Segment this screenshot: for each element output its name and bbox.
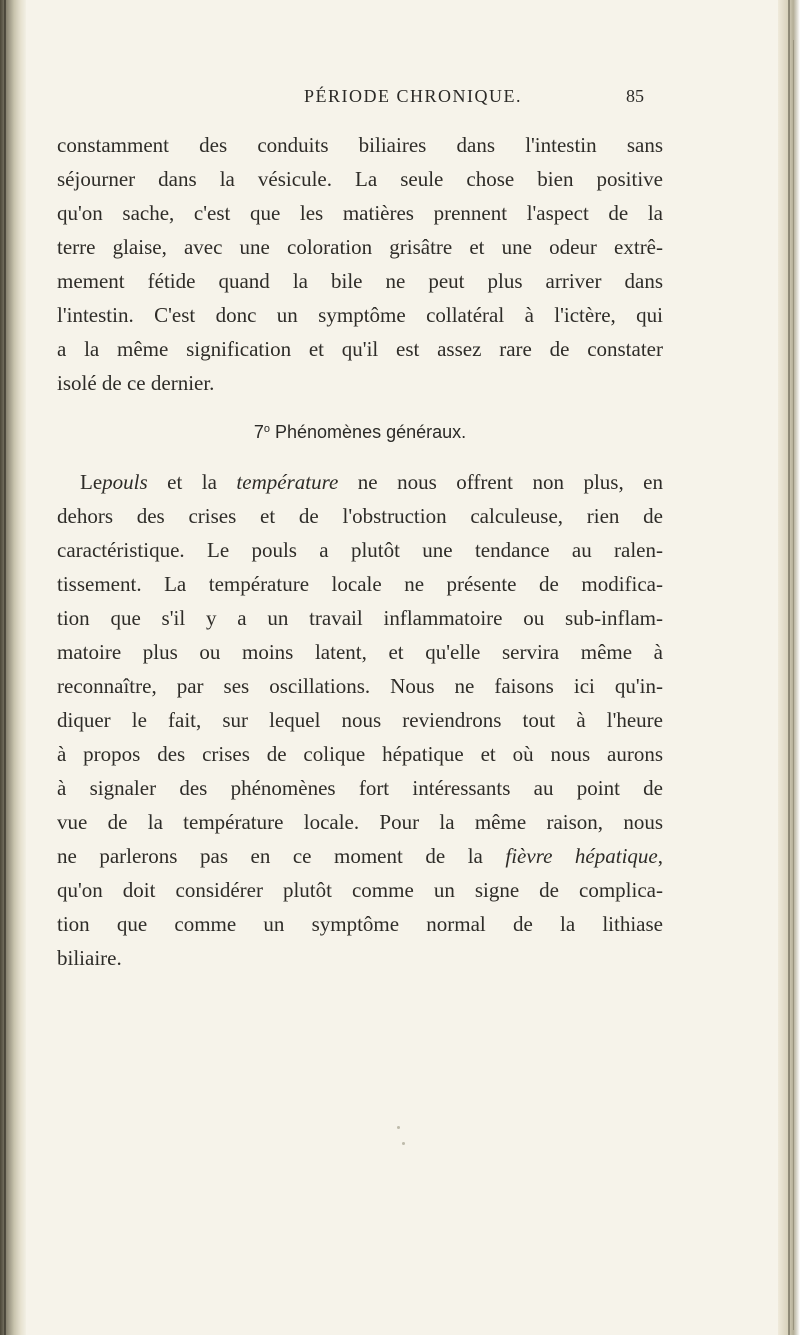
text-line: tissement. La température locale ne présente de modifica-	[57, 572, 663, 596]
word-temperature: température	[236, 470, 339, 494]
text-line: diquer le fait, sur lequel nous reviendrons tout à l'heure	[57, 708, 663, 732]
word-le: Le	[80, 470, 103, 494]
paragraph-1	[57, 128, 663, 400]
text-line: isolé de ce dernier.	[57, 371, 215, 395]
line-before: ne parlerons pas en ce moment de la	[57, 844, 506, 868]
text-line: tion que s'il y a un travail inflammatoire ou sub-inflam-	[57, 606, 663, 630]
text-line: terre glaise, avec une coloration grisâtre et une odeur extrê-	[57, 235, 663, 259]
line-rest: ne nous offrent non plus, en	[338, 470, 663, 494]
text-line: séjourner dans la vésicule. La seule chose bien positive	[57, 167, 663, 191]
paper-speck	[397, 1126, 400, 1129]
term-fievre-hepatique: fièvre hépatique	[505, 844, 658, 868]
page-number: 85	[626, 86, 644, 106]
word-et-la: et la	[147, 470, 237, 494]
running-head-title: PÉRIODE CHRONIQUE.	[304, 86, 522, 106]
section-heading	[57, 422, 663, 443]
text-line: matoire plus ou moins latent, et qu'elle servira même à	[57, 640, 663, 664]
text-line	[57, 839, 663, 873]
section-number: 7	[253, 422, 264, 442]
text-line: qu'on doit considérer plutôt comme un signe de complica-	[57, 878, 663, 902]
text-line	[57, 465, 663, 499]
text-line: tion que comme un symptôme normal de la lithiase	[57, 912, 663, 936]
text-line: biliaire.	[57, 946, 122, 970]
text-line: caractéristique. Le pouls a plutôt une tendance au ralen-	[57, 538, 663, 562]
text-line: dehors des crises et de l'obstruction calculeuse, rien de	[57, 504, 663, 528]
page-binding-edge	[0, 0, 26, 1335]
text-line: mement fétide quand la bile ne peut plus arriver dans	[57, 269, 663, 293]
running-head	[56, 86, 656, 112]
text-line: constamment des conduits biliaires dans l'intestin sans	[57, 133, 663, 157]
paper-speck	[402, 1142, 405, 1145]
text-line: reconnaître, par ses oscillations. Nous ne faisons ici qu'in-	[57, 674, 663, 698]
text-line: a la même signification et qu'il est assez rare de constater	[57, 337, 663, 361]
page-stack-edge	[778, 0, 800, 1335]
word-pouls: pouls	[102, 470, 148, 494]
text-line: qu'on sache, c'est que les matières prennent l'aspect de la	[57, 201, 663, 225]
text-line: vue de la température locale. Pour la même raison, nous	[57, 810, 663, 834]
section-number-suffix: o	[263, 423, 270, 435]
line-after: ,	[657, 844, 663, 868]
text-line: l'intestin. C'est donc un symptôme collatéral à l'ictère, qui	[57, 303, 663, 327]
paragraph-2	[57, 465, 663, 975]
section-title: Phénomènes généraux.	[275, 422, 467, 442]
text-line: à signaler des phénomènes fort intéressants au point de	[57, 776, 663, 800]
text-line: à propos des crises de colique hépatique et où nous aurons	[57, 742, 663, 766]
